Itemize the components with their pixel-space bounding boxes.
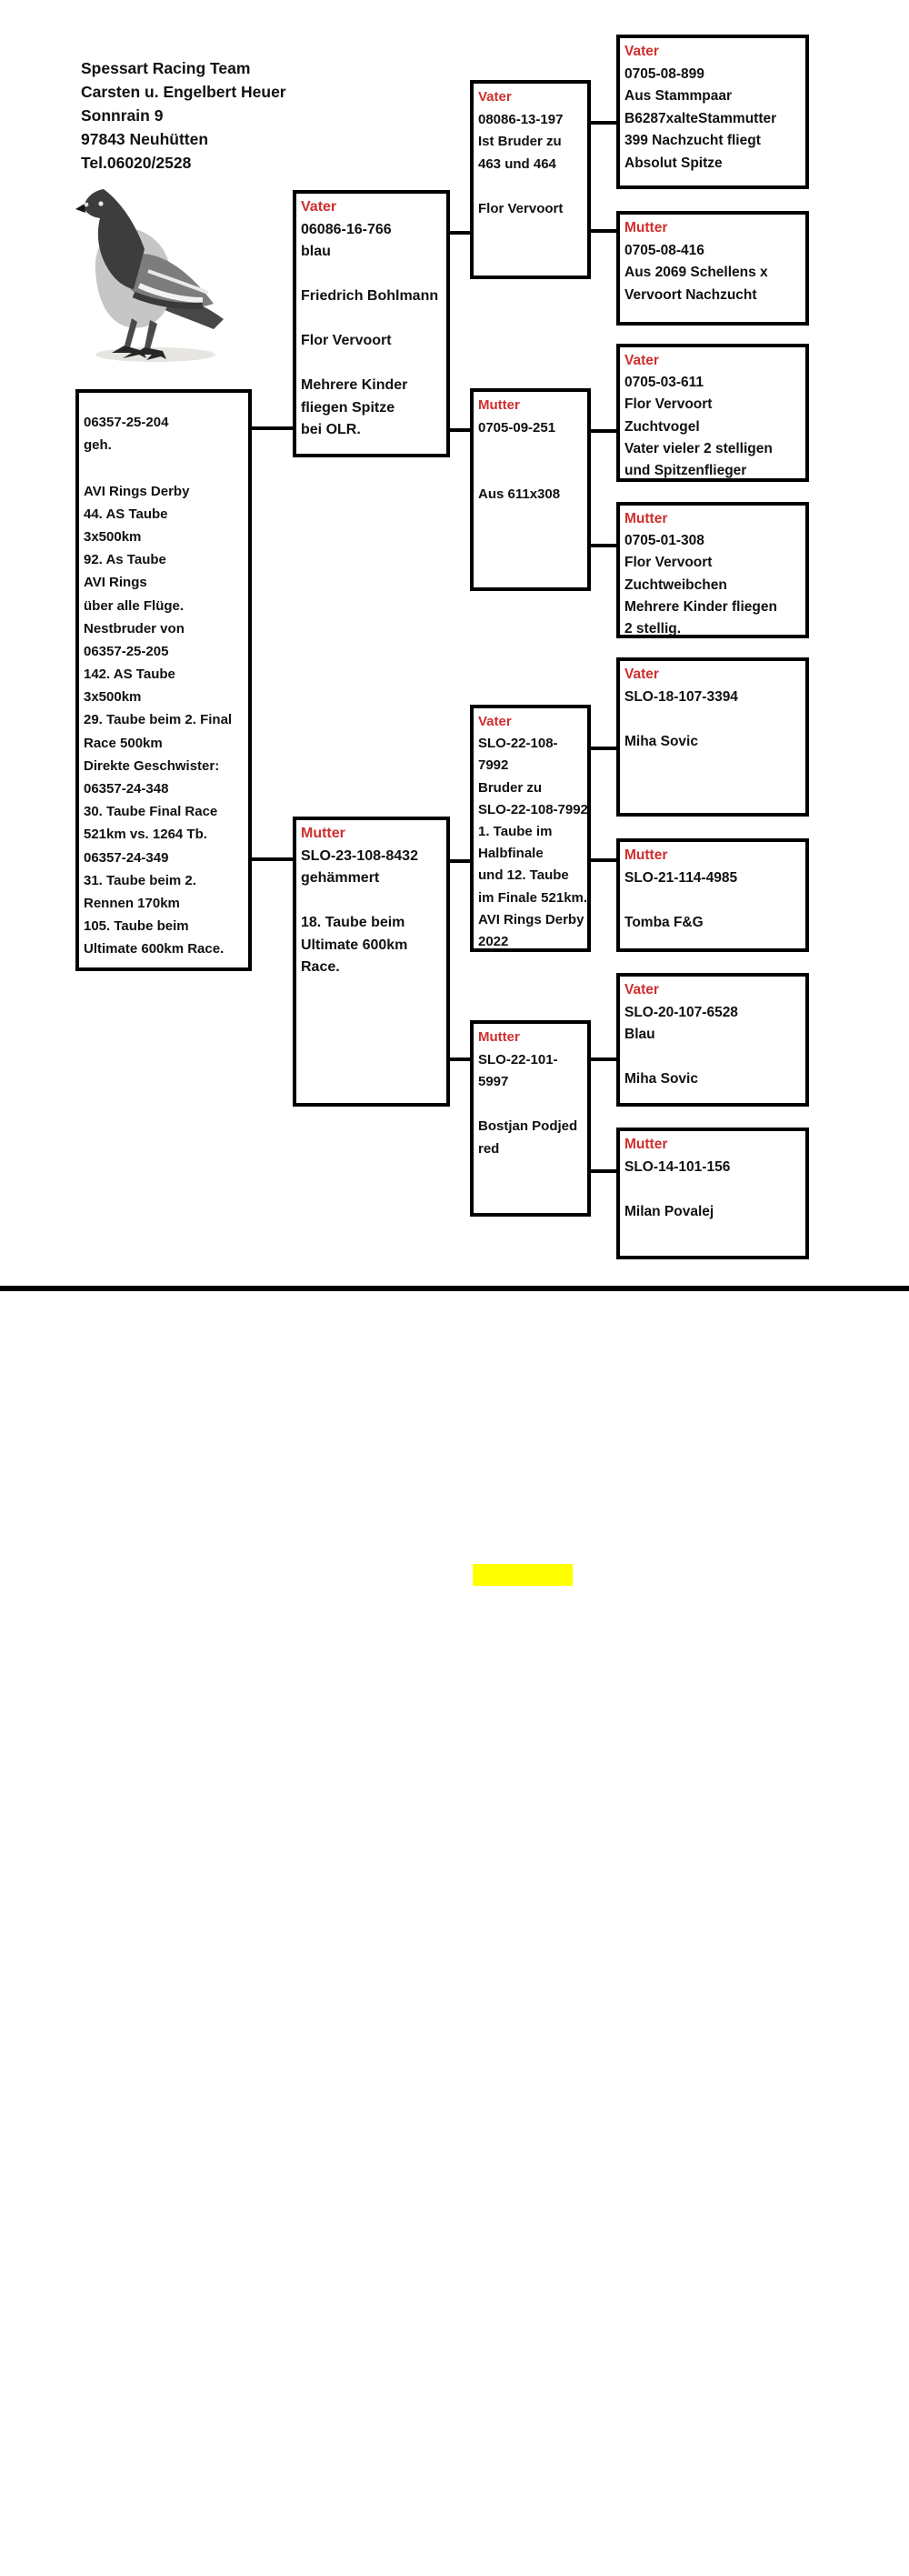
- role-label: Vater: [624, 44, 659, 59]
- pedigree-line: Mehrere Kinder: [301, 377, 408, 393]
- role-label: Vater: [624, 982, 659, 997]
- pedigree-line: SLO-18-107-3394: [624, 688, 738, 705]
- pedigree-line: [478, 175, 587, 198]
- pedigree-line: Tomba F&G: [624, 914, 704, 930]
- pedigree-line: 463 und 464: [478, 155, 556, 172]
- pedigree-line: Flor Vervoort: [301, 333, 392, 348]
- pigeon-cere: [85, 203, 89, 207]
- pedigree-line: [301, 353, 446, 376]
- address-line: Spessart Racing Team: [81, 59, 251, 77]
- connector-line: [591, 858, 616, 862]
- pedigree-line: Direkte Geschwister:: [84, 757, 220, 774]
- connector-line: [252, 857, 293, 861]
- pedigree-line: Absolut Spitze: [624, 155, 723, 171]
- address-line: Tel.06020/2528: [81, 154, 192, 172]
- pedigree-line: 1. Taube im: [478, 823, 553, 839]
- pedigree-line: Aus Stammpaar: [624, 88, 733, 104]
- pedigree-line: Ist Bruder zu: [478, 134, 562, 149]
- pedigree-box-gen4-mutter-4: [616, 1128, 809, 1259]
- pedigree-line: [624, 1047, 805, 1069]
- connector-line: [591, 429, 616, 433]
- role-label: Vater: [624, 353, 659, 368]
- pigeon-eye: [98, 201, 103, 205]
- pedigree-line: Mehrere Kinder fliegen: [624, 598, 777, 615]
- pedigree-line: über alle Flüge.: [84, 597, 185, 614]
- pedigree-box-gen4-mutter-3: [616, 838, 809, 952]
- pedigree-line: 3x500km: [84, 689, 142, 706]
- pedigree-line: 0705-08-899: [624, 65, 704, 82]
- pedigree-line: 3x500km: [84, 528, 142, 545]
- role-label: Mutter: [624, 220, 668, 236]
- pedigree-line: Blau: [624, 1027, 655, 1042]
- pedigree-line: 29. Taube beim 2. Final: [84, 712, 233, 728]
- pedigree-line: 06357-25-205: [84, 643, 169, 659]
- pedigree-line: 18. Taube beim: [301, 915, 405, 930]
- pedigree-box-gen3-mutter-1: [470, 388, 591, 591]
- pedigree-line: gehämmert: [301, 870, 380, 886]
- pedigree-line: [301, 264, 446, 286]
- pedigree-line: Race 500km: [84, 735, 163, 751]
- pedigree-line: SLO-14-101-156: [624, 1158, 731, 1175]
- pedigree-line: und Spitzenflieger: [624, 462, 747, 478]
- pedigree-line: SLO-21-114-4985: [624, 869, 738, 886]
- pedigree-line: [624, 889, 805, 912]
- role-label: Vater: [624, 667, 659, 682]
- role-label: Mutter: [478, 397, 520, 413]
- pedigree-line: Aus 611x308: [478, 486, 561, 502]
- pedigree-line: AVI Rings: [84, 575, 147, 591]
- pedigree-line: Vervoort Nachzucht: [624, 286, 757, 303]
- pedigree-line: [478, 439, 587, 462]
- connector-line: [450, 859, 470, 863]
- pedigree-line: Miha Sovic: [624, 1071, 698, 1087]
- pedigree-line: Halbfinale: [478, 846, 544, 862]
- role-label: Mutter: [478, 1029, 520, 1045]
- pedigree-box-gen4-mutter-1: [616, 211, 809, 326]
- connector-line: [252, 426, 293, 430]
- pedigree-line: SLO-22-108-: [478, 736, 558, 752]
- connector-line: [450, 231, 470, 235]
- role-label: Mutter: [624, 1137, 668, 1152]
- pedigree-line: [301, 890, 446, 913]
- pedigree-line: 521km vs. 1264 Tb.: [84, 827, 207, 843]
- connector-line: [591, 1169, 616, 1173]
- pedigree-line: Zuchtweibchen: [624, 576, 727, 593]
- pedigree-line: und 12. Taube: [478, 867, 569, 884]
- role-label: Vater: [301, 199, 337, 215]
- role-label: Vater: [478, 89, 512, 105]
- separator-line: [0, 1286, 909, 1291]
- pedigree-box-gen4-vater-4: [616, 973, 809, 1107]
- pedigree-box-gen4-vater-1: [616, 35, 809, 189]
- pedigree-line: Bostjan Podjed: [478, 1118, 578, 1134]
- role-label: Mutter: [624, 511, 668, 526]
- pedigree-line: Flor Vervoort: [624, 555, 713, 571]
- pedigree-line: Bruder zu: [478, 779, 543, 796]
- connector-line: [591, 544, 616, 547]
- pedigree-line: B6287xalteStammutter: [624, 110, 777, 126]
- pedigree-line: 31. Taube beim 2.: [84, 872, 196, 888]
- loft-address-block: [81, 56, 286, 175]
- pedigree-line: blau: [301, 244, 331, 259]
- pedigree-line: 399 Nachzucht fliegt: [624, 133, 761, 148]
- pedigree-line: Aus 2069 Schellens x: [624, 265, 768, 280]
- pigeon-beak: [75, 204, 85, 213]
- pedigree-line: 30. Taube Final Race: [84, 804, 218, 820]
- pedigree-line: 142. AS Taube: [84, 667, 175, 683]
- role-label: Mutter: [301, 826, 345, 841]
- address-line: Sonnrain 9: [81, 106, 164, 125]
- pedigree-line: 7992: [478, 757, 509, 774]
- pedigree-box-gen2-mutter: [293, 817, 450, 1107]
- pedigree-box-gen4-mutter-2: [616, 502, 809, 638]
- pedigree-line: SLO-22-108-7992: [478, 801, 588, 817]
- pedigree-line: [301, 308, 446, 331]
- pedigree-line: 08086-13-197: [478, 111, 564, 127]
- role-label: Mutter: [624, 847, 668, 863]
- pedigree-box-gen3-mutter-2: [470, 1020, 591, 1217]
- pedigree-line: 06357-24-348: [84, 781, 169, 797]
- address-line: Carsten u. Engelbert Heuer: [81, 83, 286, 101]
- pedigree-line: Ultimate 600km: [301, 937, 408, 953]
- pedigree-line: geh.: [84, 437, 112, 454]
- pedigree-line: Race.: [301, 959, 340, 975]
- connector-line: [450, 428, 470, 432]
- pedigree-line: [478, 1094, 587, 1117]
- pedigree-box-gen4-vater-2: [616, 344, 809, 482]
- pedigree-line: [624, 1178, 805, 1201]
- pedigree-line: Rennen 170km: [84, 895, 180, 911]
- pedigree-line: AVI Rings Derby: [478, 911, 584, 927]
- pedigree-line: SLO-23-108-8432: [301, 847, 418, 864]
- pedigree-line: [478, 462, 587, 485]
- pedigree-box-gen4-vater-3: [616, 657, 809, 817]
- pedigree-line: 0705-01-308: [624, 533, 704, 549]
- pedigree-line: 2022: [478, 933, 509, 949]
- connector-line: [591, 1057, 616, 1061]
- pedigree-line: Nestbruder von: [84, 620, 185, 636]
- pedigree-line: 5997: [478, 1074, 509, 1089]
- role-label: Vater: [478, 714, 512, 729]
- pedigree-line: 06357-25-204: [84, 415, 169, 430]
- pedigree-line: SLO-20-107-6528: [624, 1004, 738, 1020]
- pedigree-line: Ultimate 600km Race.: [84, 941, 225, 957]
- pedigree-line: 06357-24-349: [84, 849, 169, 866]
- pedigree-box-gen3-vater-1: [470, 80, 591, 279]
- address-line: 97843 Neuhütten: [81, 130, 209, 148]
- connector-line: [591, 747, 616, 750]
- pedigree-line: 92. As Taube: [84, 552, 166, 568]
- connector-line: [591, 229, 616, 233]
- connector-line: [450, 1057, 470, 1061]
- pedigree-line: Friedrich Bohlmann: [301, 288, 439, 304]
- pedigree-box-gen3-vater-2: [470, 705, 591, 952]
- pedigree-line: Vater vieler 2 stelligen: [624, 440, 773, 456]
- pedigree-line: Zuchtvogel: [624, 418, 700, 435]
- pedigree-box-gen2-vater: [293, 190, 450, 457]
- pedigree-line: bei OLR.: [301, 422, 361, 437]
- pigeon-photo: [75, 184, 228, 366]
- pedigree-line: 0705-09-251: [478, 419, 556, 436]
- pedigree-line: red: [478, 1140, 500, 1157]
- pedigree-line: fliegen Spitze: [301, 399, 395, 416]
- pedigree-box-subject: [75, 389, 252, 971]
- pedigree-line: SLO-22-101-: [478, 1051, 558, 1067]
- pedigree-line: im Finale 521km.: [478, 889, 588, 906]
- pigeon-head-neck: [85, 189, 145, 289]
- pedigree-line: AVI Rings Derby: [84, 483, 190, 499]
- pedigree-line: 44. AS Taube: [84, 506, 168, 522]
- pedigree-line: [84, 456, 248, 479]
- pedigree-line: 0705-03-611: [624, 375, 704, 391]
- yellow-highlight: [473, 1564, 573, 1586]
- pedigree-line: Flor Vervoort: [624, 396, 713, 413]
- connector-line: [591, 121, 616, 125]
- pedigree-line: 0705-08-416: [624, 242, 704, 258]
- pedigree-line: Milan Povalej: [624, 1203, 714, 1219]
- pedigree-line: Flor Vervoort: [478, 200, 564, 216]
- pedigree-line: 2 stellig.: [624, 620, 682, 636]
- pedigree-line: 105. Taube beim: [84, 918, 189, 935]
- pedigree-line: 06086-16-766: [301, 221, 392, 237]
- pedigree-line: [624, 708, 805, 731]
- pedigree-line: Miha Sovic: [624, 733, 698, 749]
